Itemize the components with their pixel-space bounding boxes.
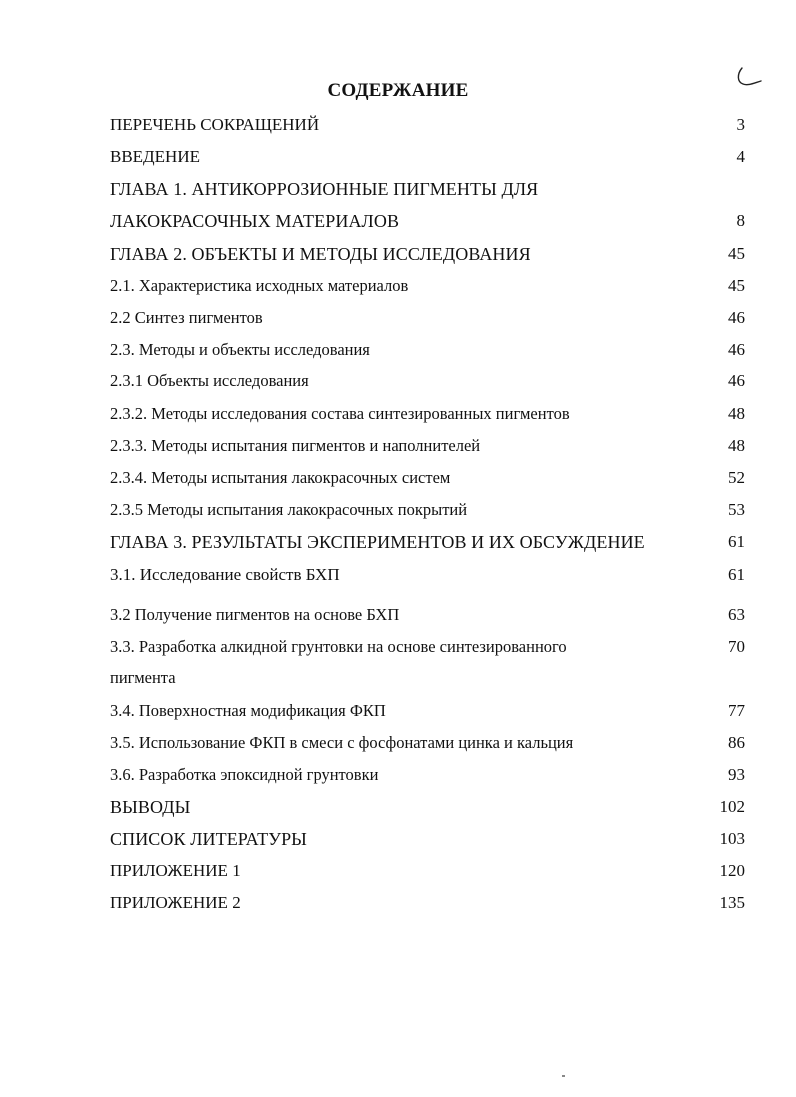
toc-entry-title: ПРИЛОЖЕНИЕ 2 <box>110 893 241 912</box>
toc-entry[interactable] <box>110 603 745 627</box>
toc-entry-title: 2.3.5 Методы испытания лакокрасочных покрытий <box>110 500 468 519</box>
toc-entry-page: 102 <box>719 797 745 816</box>
toc-entry[interactable] <box>110 145 745 169</box>
toc-entry-title: ПЕРЕЧЕНЬ СОКРАЩЕНИЙ <box>110 115 320 134</box>
toc-entry-page: 61 <box>728 565 745 584</box>
toc-entry-page: 93 <box>728 765 745 784</box>
toc-entry[interactable] <box>110 891 745 915</box>
toc-entry[interactable] <box>110 530 745 554</box>
toc-entry[interactable] <box>110 369 745 393</box>
toc-entry-title: ГЛАВА 3. РЕЗУЛЬТАТЫ ЭКСПЕРИМЕНТОВ И ИХ ОБСУЖДЕНИЕ <box>110 532 645 552</box>
toc-entry[interactable] <box>110 306 745 330</box>
toc-entry-page: 70 <box>728 637 745 656</box>
toc-entry[interactable] <box>110 274 745 298</box>
toc-entry-page: 48 <box>728 404 745 423</box>
toc-entry-page: 52 <box>728 468 745 487</box>
toc-entry-title: пигмента <box>110 668 176 687</box>
toc-entry-page: 3 <box>736 115 745 134</box>
toc-entry-page: 135 <box>719 893 745 912</box>
toc-entry-page: 4 <box>736 147 745 166</box>
toc-entry[interactable] <box>110 763 745 787</box>
toc-entry[interactable] <box>110 338 745 362</box>
toc-entry-title: 3.3. Разработка алкидной грунтовки на основе синтезированного <box>110 637 567 656</box>
toc-entry-title: 2.3.3. Методы испытания пигментов и наполнителей <box>110 436 481 455</box>
scan-speck <box>562 1075 565 1077</box>
page-title: СОДЕРЖАНИЕ <box>327 80 469 101</box>
toc-entry-page: 63 <box>728 605 745 624</box>
toc-entry-page: 46 <box>728 340 745 359</box>
toc-entry[interactable] <box>110 434 745 458</box>
toc-entry[interactable] <box>110 827 745 851</box>
toc-entry[interactable] <box>110 731 745 755</box>
toc-entry[interactable] <box>110 177 745 201</box>
toc-entry-title: 3.1. Исследование свойств БХП <box>110 565 340 584</box>
toc-entry[interactable] <box>110 699 745 723</box>
toc-entry-page: 86 <box>728 733 745 752</box>
toc-entry[interactable] <box>110 666 745 690</box>
toc-entry-title: 3.2 Получение пигментов на основе БХП <box>110 605 400 624</box>
toc-entry-page: 61 <box>728 532 745 551</box>
toc-entry-page: 53 <box>728 500 745 519</box>
toc-entry-title: 3.4. Поверхностная модификация ФКП <box>110 701 386 720</box>
toc-entry-title: 2.3. Методы и объекты исследования <box>110 340 370 359</box>
toc-entry[interactable] <box>110 466 745 490</box>
toc-entry[interactable] <box>110 402 745 426</box>
toc-entry-title: 2.1. Характеристика исходных материалов <box>110 276 409 295</box>
toc-entry-page: 8 <box>736 211 745 230</box>
toc-entry-title: ВЫВОДЫ <box>110 797 191 817</box>
toc-entry[interactable] <box>110 563 745 587</box>
toc-entry-page: 46 <box>728 371 745 390</box>
toc-entry-page: 45 <box>728 276 745 295</box>
toc-entry-title: ГЛАВА 2. ОБЪЕКТЫ И МЕТОДЫ ИССЛЕДОВАНИЯ <box>110 244 531 264</box>
toc-entry-title: 2.3.4. Методы испытания лакокрасочных систем <box>110 468 451 487</box>
toc-entry[interactable] <box>110 113 745 137</box>
toc-entry-title: 3.5. Использование ФКП в смеси с фосфонатами цинка и кальция <box>110 733 574 752</box>
toc-entry-page: 120 <box>719 861 745 880</box>
toc-entry-title: 2.3.2. Методы исследования состава синтезированных пигментов <box>110 404 570 423</box>
toc-entry-title: ГЛАВА 1. АНТИКОРРОЗИОННЫЕ ПИГМЕНТЫ ДЛЯ <box>110 179 539 199</box>
toc-entry-title: СПИСОК ЛИТЕРАТУРЫ <box>110 829 307 849</box>
toc-entry[interactable] <box>110 795 745 819</box>
toc-entry[interactable] <box>110 635 745 659</box>
toc-entry-title: 3.6. Разработка эпоксидной грунтовки <box>110 765 379 784</box>
toc-entry[interactable] <box>110 859 745 883</box>
toc-entry-title: ПРИЛОЖЕНИЕ 1 <box>110 861 241 880</box>
toc-entry[interactable] <box>110 498 745 522</box>
toc-entry-page: 77 <box>728 701 745 720</box>
toc-entry[interactable] <box>110 209 745 233</box>
toc-entry-title: 2.3.1 Объекты исследования <box>110 371 309 390</box>
handwritten-mark-icon <box>734 64 764 90</box>
toc-entry-title: 2.2 Синтез пигментов <box>110 308 263 327</box>
toc-entry-title: ВВЕДЕНИЕ <box>110 147 200 166</box>
toc-entry-page: 45 <box>728 244 745 263</box>
toc-entry-title: ЛАКОКРАСОЧНЫХ МАТЕРИАЛОВ <box>110 211 400 231</box>
toc-entry-page: 46 <box>728 308 745 327</box>
toc-entry[interactable] <box>110 242 745 266</box>
toc-entry-page: 103 <box>719 829 745 848</box>
toc-entry-page: 48 <box>728 436 745 455</box>
